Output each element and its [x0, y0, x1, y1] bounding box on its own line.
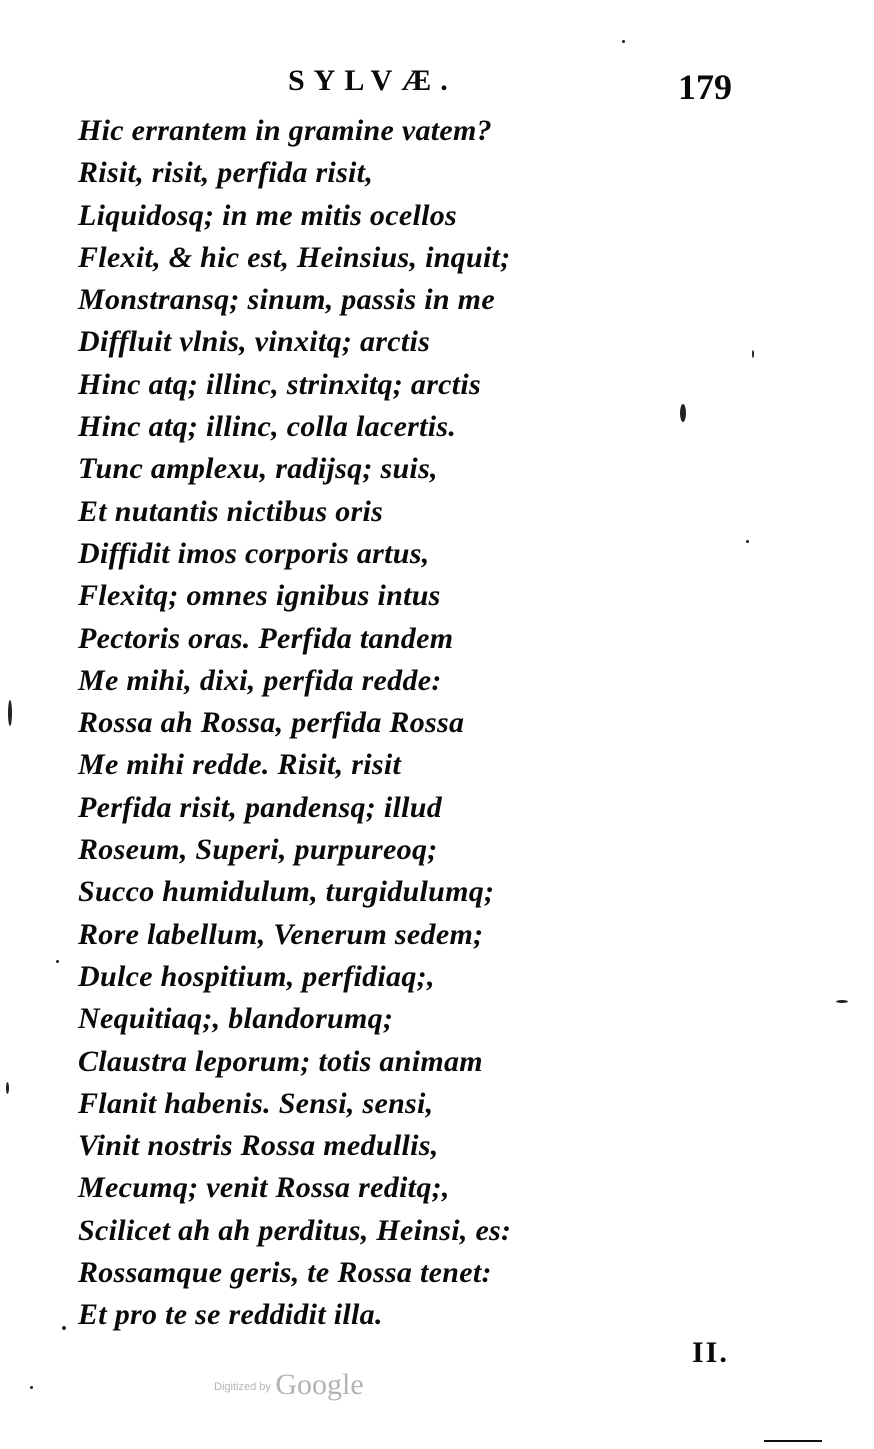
verse-line: Tunc amplexu, radijsq; suis,: [78, 452, 438, 486]
ink-speck: [752, 350, 754, 358]
bottom-rule: [764, 1440, 822, 1442]
ink-speck: [6, 1082, 9, 1094]
verse-line: Succo humidulum, turgidulumq;: [78, 875, 495, 909]
verse-line: Roseum, Superi, purpureoq;: [78, 833, 438, 867]
poem-text: [78, 110, 511, 1337]
ink-speck: [62, 1326, 66, 1330]
verse-line: Flexitq; omnes ignibus intus: [78, 579, 441, 613]
watermark-logo: Google: [275, 1368, 364, 1401]
verse-line: Hinc atq; illinc, colla lacertis.: [78, 410, 457, 444]
verse-line: Me mihi redde. Risit, risit: [78, 748, 402, 782]
verse-line: Diffidit imos corporis artus,: [78, 536, 430, 570]
verse-line: Risit, risit, perfida risit,: [78, 156, 374, 190]
ink-speck: [680, 404, 686, 422]
verse-line: Hinc atq; illinc, strinxitq; arctis: [78, 367, 482, 401]
digitization-watermark: [214, 1368, 364, 1402]
watermark-prefix: Digitized by: [214, 1381, 271, 1393]
verse-line: Diffluit vlnis, vinxitq; arctis: [78, 325, 431, 359]
verse-line: Rossamque geris, te Rossa tenet:: [78, 1256, 492, 1290]
running-head: SYLVÆ.: [288, 64, 457, 97]
verse-line: Vinit nostris Rossa medullis,: [78, 1129, 439, 1163]
catchword: II.: [692, 1336, 729, 1369]
verse-line: Rore labellum, Venerum sedem;: [78, 917, 484, 951]
verse-line: Perfida risit, pandensq; illud: [78, 790, 443, 824]
ink-speck: [30, 1386, 33, 1389]
verse-line: Me mihi, dixi, perfida redde:: [78, 663, 442, 697]
verse-line: Dulce hospitium, perfidiaq;,: [78, 959, 435, 993]
verse-line: Flexit, & hic est, Heinsius, inquit;: [78, 240, 511, 274]
verse-line: Claustra leporum; totis animam: [78, 1044, 483, 1078]
verse-line: Et nutantis nictibus oris: [78, 494, 384, 528]
verse-line: Et pro te se reddidit illa.: [78, 1298, 383, 1332]
verse-line: Nequitiaq;, blandorumq;: [78, 1002, 394, 1036]
verse-line: Mecumq; venit Rossa reditq;,: [78, 1171, 450, 1205]
verse-line: Flanit habenis. Sensi, sensi,: [78, 1086, 434, 1120]
verse-line: Rossa ah Rossa, perfida Rossa: [78, 706, 465, 740]
ink-speck: [746, 540, 749, 543]
page-number: 179: [678, 67, 732, 107]
verse-line: Hic errantem in gramine vatem?: [78, 114, 492, 147]
verse-line: Pectoris oras. Perfida tandem: [78, 621, 454, 655]
verse-line: Monstransq; sinum, passis in me: [78, 283, 495, 317]
ink-speck: [8, 700, 12, 726]
ink-speck: [622, 40, 625, 43]
ink-speck: [836, 1000, 848, 1003]
verse-line: Scilicet ah ah perditus, Heinsi, es:: [78, 1213, 512, 1247]
ink-speck: [56, 960, 59, 963]
verse-line: Liquidosq; in me mitis ocellos: [78, 198, 458, 232]
